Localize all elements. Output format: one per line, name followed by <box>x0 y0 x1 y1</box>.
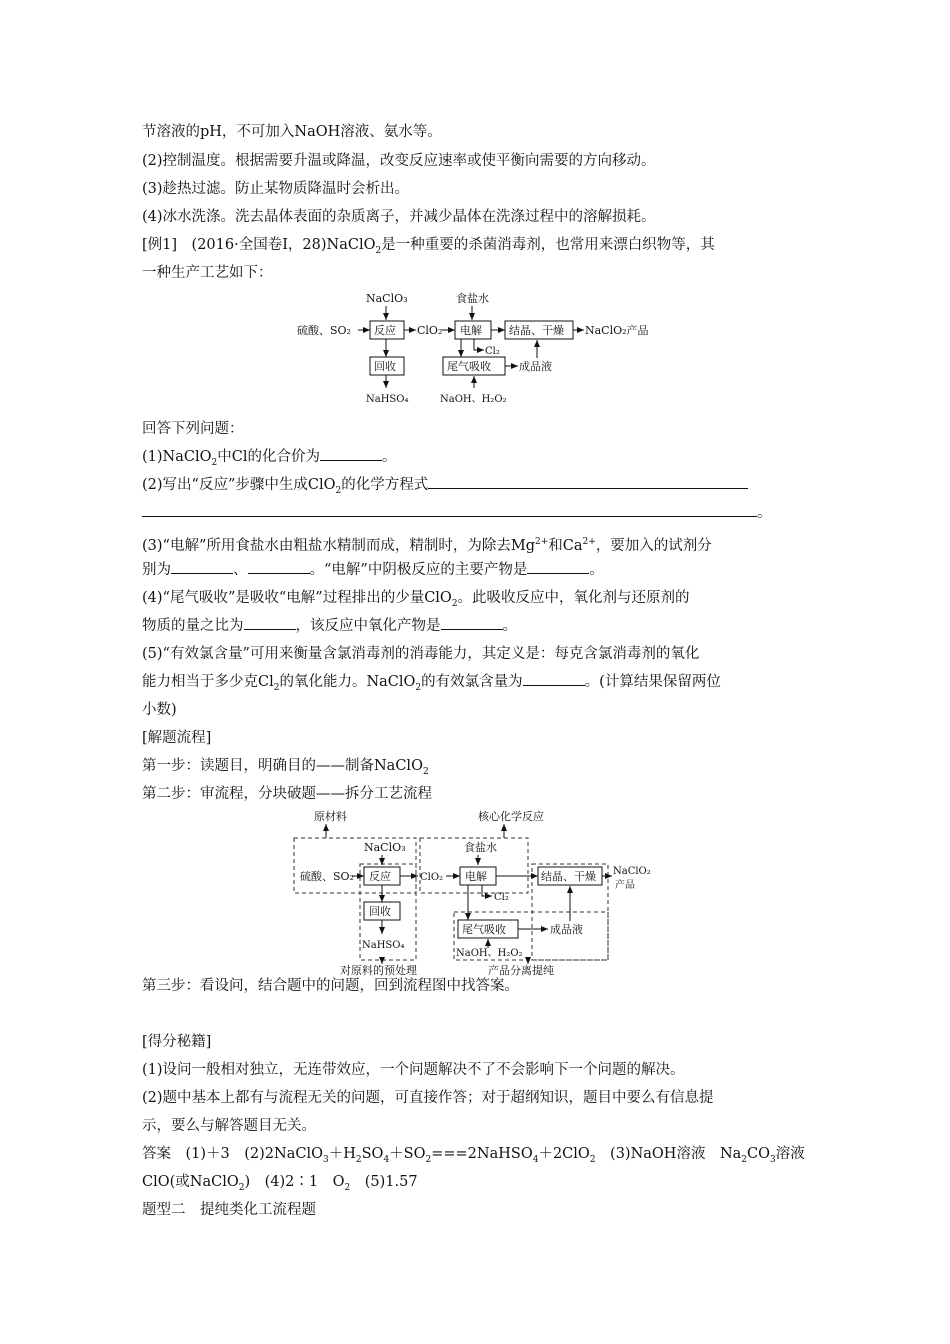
raw-material-label: 原材料 <box>314 810 347 823</box>
section-heading: 题型二 提纯类化工流程题 <box>142 1202 316 1218</box>
nahso4-label: NaHSO₄ <box>362 940 405 951</box>
cl2-label: Cl₂ <box>494 892 509 903</box>
question-5: (5)“有效氯含量”可用来衡量含氯消毒剂的消毒能力，其定义是：每克含氯消毒剂的氧化 <box>142 646 700 662</box>
question-5: 能力相当于多少克$Cl_2$的氧化能力。NaClO$_2$的有效氯含量为 。(计算结果保留两位 <box>142 674 721 693</box>
split-process-diagram <box>292 808 812 978</box>
tail-gas-label: 尾气吸收 <box>447 360 491 373</box>
process-flow-diagram <box>292 288 812 408</box>
crystallize-label: 结晶、干燥 <box>541 870 596 883</box>
tail-gas-label: 尾气吸收 <box>462 923 506 936</box>
section-heading: [解题流程] <box>142 730 212 746</box>
example-heading: [例1] (2016·全国卷Ⅰ，28)NaClO$_2$是一种重要的杀菌消毒剂，也常用来漂白织物等，其 <box>142 237 715 256</box>
recover-label: 回收 <box>374 360 396 373</box>
answer-line: 答案 (1)＋3 $(2)2NaClO_3+H_2SO_4+SO_2===2NaHSO_4+2ClO_2$ (3)NaOH溶液 $Na_2CO_3$溶液 <box>142 1146 805 1165</box>
product-label-2: 产品 <box>615 880 635 891</box>
electrolysis-label: 电解 <box>465 870 487 883</box>
product-label-1: NaClO₂ <box>613 866 651 877</box>
reaction-label: 反应 <box>374 324 396 337</box>
finished-liquid-label: 成品液 <box>550 923 583 936</box>
question-4: 物质的量之比为 ，该反应中氧化产物是 。 <box>142 618 517 634</box>
step-1: 第一步：读题目，明确目的——制备NaClO$_2$ <box>142 758 429 777</box>
paragraph-line: (3)趁热过滤。防止某物质降温时会析出。 <box>142 181 410 197</box>
naclo3-label: NaClO₃ <box>366 292 408 305</box>
question-1: (1)NaClO$_2$中Cl的化合价为 。 <box>142 449 397 468</box>
paragraph-line: 节溶液的pH，不可加入NaOH溶液、氨水等。 <box>142 124 442 140</box>
salt-water-label: 食盐水 <box>464 841 497 854</box>
step-3: 第三步：看设问，结合题中的问题，回到流程图中找答案。 <box>142 978 519 994</box>
product-label: NaClO₂产品 <box>585 324 649 337</box>
cl2-label: Cl₂ <box>485 346 500 357</box>
naoh-h2o2-label: NaOH、H₂O₂ <box>456 948 523 959</box>
crystallize-label: 结晶、干燥 <box>509 324 564 337</box>
question-4: (4)“尾气吸收”是吸收“电解”过程排出的少量ClO$_2$。此吸收反应中，氧化剂与还原剂的 <box>142 590 690 609</box>
tip-1: (1)设问一般相对独立，无连带效应，一个问题解决不了不会影响下一个问题的解决。 <box>142 1062 685 1078</box>
salt-water-label: 食盐水 <box>456 292 489 305</box>
question-2-answer-line: 。 <box>142 503 772 523</box>
question-3: (3)“电解”所用食盐水由粗盐水精制而成，精制时，为除去$Mg^{2+}$和$Ca^{2+}$，要加入的试剂分 <box>142 537 712 554</box>
question-5: 小数) <box>142 702 177 718</box>
acid-so2-label: 硫酸、SO₂ <box>300 870 354 883</box>
paragraph-line: 一种生产工艺如下： <box>142 265 273 281</box>
acid-so2-label: 硫酸、SO₂ <box>297 324 351 337</box>
finished-liquid-label: 成品液 <box>519 360 552 373</box>
question-2: (2)写出“反应”步骤中生成ClO$_2$的化学方程式 <box>142 475 748 501</box>
nahso4-label: NaHSO₄ <box>366 394 409 405</box>
paragraph-line: 回答下列问题： <box>142 421 244 437</box>
section-heading: [得分秘籍] <box>142 1034 212 1050</box>
naclo3-label: NaClO₃ <box>364 841 406 854</box>
question-3: 别为 、 。“电解”中阴极反应的主要产物是 。 <box>142 562 604 578</box>
core-reaction-label: 核心化学反应 <box>478 810 544 823</box>
reaction-label: 反应 <box>369 870 391 883</box>
recover-label: 回收 <box>369 905 391 918</box>
paragraph-line: (4)冰水洗涤。洗去晶体表面的杂质离子，并减少晶体在洗涤过程中的溶解损耗。 <box>142 209 656 225</box>
step-2: 第二步：审流程，分块破题——拆分工艺流程 <box>142 786 432 802</box>
separation-label: 产品分离提纯 <box>488 964 554 977</box>
naoh-h2o2-label: NaOH、H₂O₂ <box>440 394 507 405</box>
electrolysis-label: 电解 <box>460 324 482 337</box>
paragraph-line: (2)控制温度。根据需要升温或降温，改变反应速率或使平衡向需要的方向移动。 <box>142 153 656 169</box>
answer-line: ClO(或NaClO$_2$) (4)2∶1 $O_2$ (5)1.57 <box>142 1174 418 1193</box>
tip-2: 示，要么与解答题目无关。 <box>142 1118 316 1134</box>
clo2-label: ClO₂ <box>417 324 443 337</box>
tip-2: (2)题中基本上都有与流程无关的问题，可直接作答；对于超纲知识，题目中要么有信息提 <box>142 1090 714 1106</box>
pretreatment-label: 对原料的预处理 <box>340 964 417 977</box>
clo2-label: ClO₂ <box>420 872 444 883</box>
